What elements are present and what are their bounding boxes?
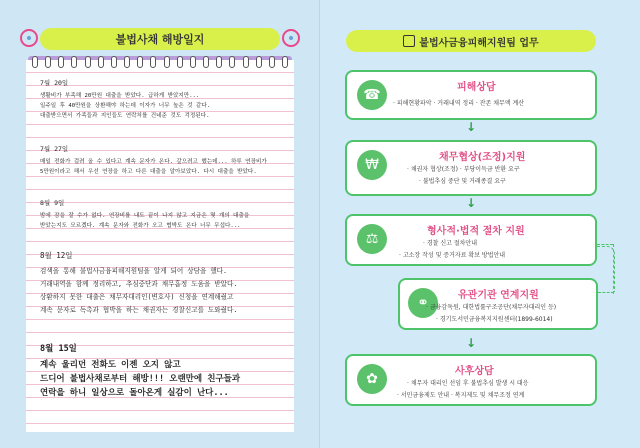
entry-line: 계속 울리던 전화도 이젠 오지 않고 [40, 360, 181, 370]
card-title: 사후상담 [455, 366, 494, 377]
diary-entry-2 [40, 198, 286, 231]
entry-date: 8월 9일 [40, 199, 65, 207]
notebook-pin-left [20, 29, 38, 47]
card-line: · 채무자 대리인 선임 후 불법추심 발생 시 대응 [407, 380, 529, 387]
down-arrow-icon: ↓ [465, 336, 477, 350]
entry-line: 생활비가 부족해 20만원 대출을 받았다. 급하게 받았지만... [40, 93, 200, 99]
entry-line: 일주일 후 40만원을 상환해야 하는데 이자가 너무 높은 것 같다. [40, 103, 211, 109]
document-icon [403, 35, 415, 47]
entry-line: 검색을 통해 불법사금융피해지원팀을 알게 되어 상담을 했다. [40, 267, 228, 275]
entry-date: 7월 20일 [40, 79, 69, 87]
support-card-aftercare [345, 354, 597, 406]
card-line: · 채권자 협상(조정) · 부당이득금 반환 요구 [407, 166, 520, 173]
card-line: · 고소장 작성 및 증거자료 확보 방법안내 [399, 252, 506, 259]
card-line: · 경찰 신고 절차안내 [423, 240, 477, 247]
diary-entry-0 [40, 78, 286, 121]
support-card-link [398, 278, 598, 330]
entry-line: 드디어 불법사채로부터 해방!!! 오랜만에 친구들과 [40, 374, 241, 384]
entry-date: 8월 15일 [40, 344, 77, 354]
notebook-pin-right [282, 29, 300, 47]
diary-entry-1 [40, 144, 286, 177]
support-card-legal [345, 214, 597, 266]
entry-date: 7월 27일 [40, 145, 69, 153]
legal-icon: ⚖ [357, 224, 387, 254]
entry-line: 매일 전화가 걸려 올 수 있다고 계속 문자가 온다. 갚으려고 했는데... 하루 연장비가 [40, 159, 267, 165]
card-title: 형사적·법적 절차 지원 [427, 226, 525, 237]
card-line: · 불법추심 중단 및 거래종결 요구 [419, 178, 506, 185]
card-line: · 서민금융제도 안내 · 복지제도 및 채무조정 연계 [397, 392, 525, 399]
connector-vertical [613, 244, 614, 294]
diary-entry-4 [40, 342, 286, 400]
card-line: · 금융감독원, 대한법률구조공단(채무자대리인 등) [426, 304, 557, 311]
card-line: · 경기도서민금융복지지원센터(1899-6014) [436, 316, 553, 323]
entry-line: 5만원이라고 해서 우선 연장을 하고 다른 대출을 알아보았다. 다시 대출을 받았다. [40, 169, 257, 175]
entry-line: 거래내역을 함께 정리하고, 추심중단과 채무흡정 도움을 받았다. [40, 280, 238, 288]
support-card-counsel [345, 70, 597, 120]
entry-line: 계속 문자로 독촉과 협박을 하는 채권자는 경찰신고를 도와줬다. [40, 306, 238, 314]
aftercare-icon: ✿ [357, 364, 387, 394]
link-icon: ⚭ [408, 288, 438, 318]
entry-line: 밤에 잠을 잘 수가 없다. 연장비를 내도 끝이 나지 않고 지금은 몇 개의 대출을 [40, 213, 250, 219]
support-title-text: 불법사금융피해지원팀 업무 [419, 37, 539, 49]
support-title [346, 30, 596, 52]
diary-entry-3 [40, 250, 286, 317]
diary-title: 불법사채 해방일지 [40, 28, 280, 50]
debt-icon: ₩ [357, 150, 387, 180]
notebook-rings [26, 56, 294, 66]
notebook-page [26, 60, 294, 432]
entry-line: 받았는지도 모르겠다. 계속 문자와 전화가 오고 협박도 온다 너무 무섭다... [40, 223, 241, 229]
card-line: · 피해현황파악 · 거래내역 정리 · 잔존 채무액 계산 [393, 100, 525, 107]
entry-line: 대출받으면서 가족들과 지인들도 연락처를 건네준 것도 걱정된다. [40, 113, 210, 119]
support-card-debt [345, 140, 597, 196]
down-arrow-icon: ↓ [465, 196, 477, 210]
connector-horizontal [598, 292, 614, 293]
entry-line: 상환하지 못한 대출은 채무자대리인(변호사) 신청을 연계해줬고 [40, 293, 234, 301]
card-title: 유관기관 연계지원 [458, 290, 539, 301]
counsel-icon: ☎ [357, 80, 387, 110]
down-arrow-icon: ↓ [465, 120, 477, 134]
card-title: 채무협상(조정)지원 [439, 152, 526, 163]
connector-horizontal-top [597, 244, 613, 245]
entry-line: 연락을 하니 일상으로 돌아온게 실감이 난다... [40, 388, 229, 398]
entry-date: 8월 12일 [40, 251, 73, 260]
card-title: 피해상담 [457, 82, 496, 93]
